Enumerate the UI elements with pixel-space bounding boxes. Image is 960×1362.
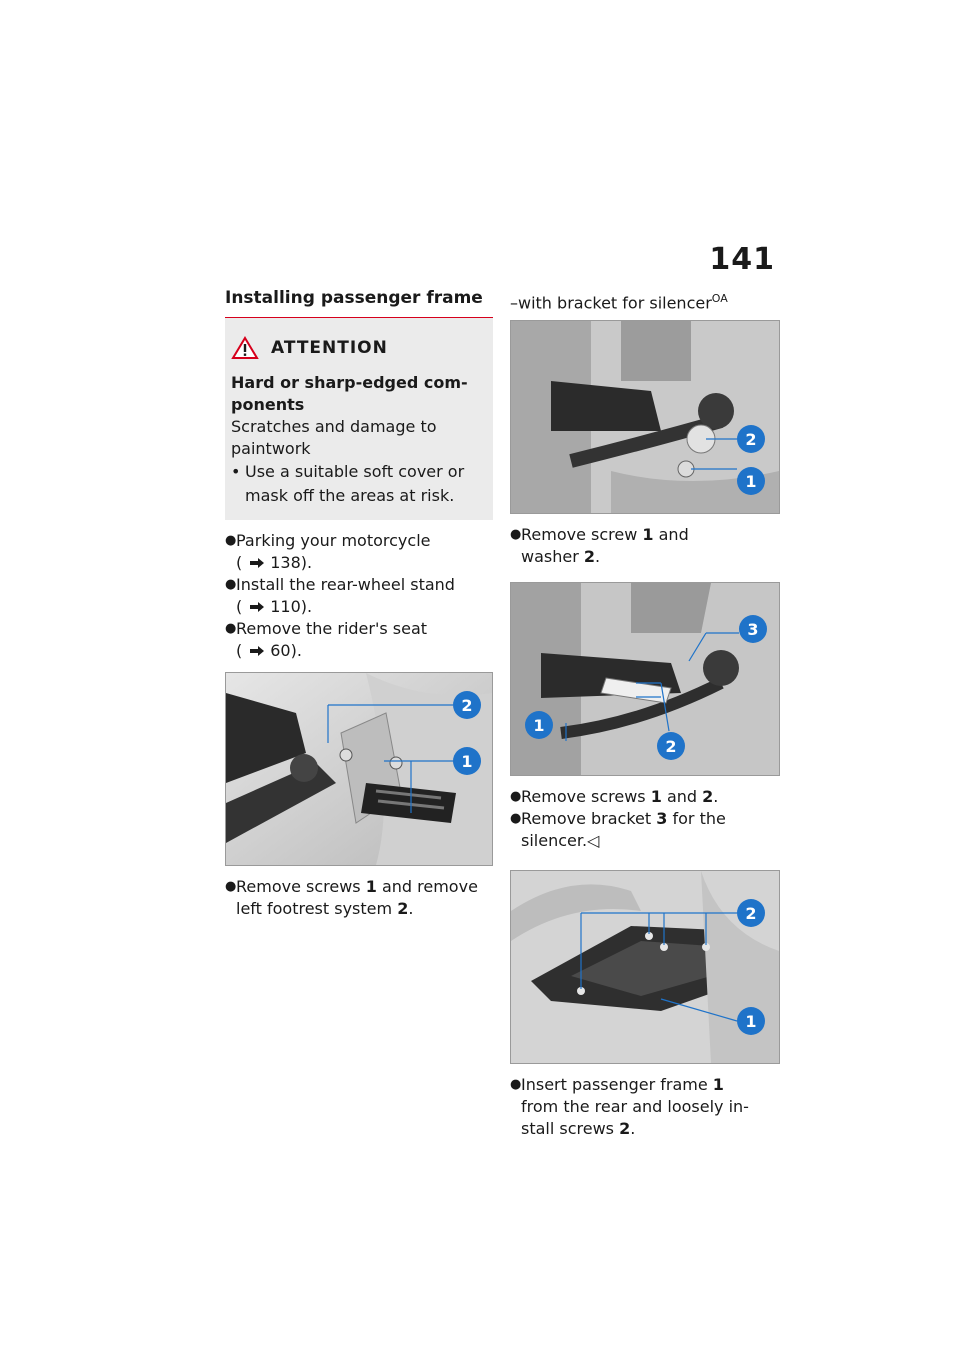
callout-2 [737, 899, 765, 927]
callout-1 [737, 1007, 765, 1035]
step-park: ● Parking your motorcycle ( 138). [225, 531, 431, 572]
ref-number: 1 [650, 787, 662, 807]
text: washer [521, 547, 584, 567]
ref-number: 3 [656, 809, 668, 829]
callout-1 [525, 711, 553, 739]
right-steps-a [510, 524, 780, 568]
svg-text:3: 3 [747, 620, 759, 640]
step-remove-footrest: ● Remove screws 1 and remove left footrest system 2. [225, 877, 478, 918]
text: Insert passenger frame [521, 1075, 713, 1095]
attention-title: ATTENTION [271, 338, 388, 358]
page-reference-arrow-icon [248, 558, 264, 568]
page-reference-arrow-icon [248, 646, 264, 656]
callout-2 [737, 425, 765, 453]
bracket-photo [510, 582, 780, 776]
callout-2 [453, 691, 481, 719]
step-remove-screw-washer: ● Remove screw 1 and washer 2. [510, 525, 689, 567]
footrest-photo [225, 672, 493, 866]
variant-label [510, 288, 780, 314]
optional-accessory-mark: OA [711, 292, 728, 305]
screw-washer-photo [510, 320, 780, 514]
text: . [408, 899, 414, 918]
text: from the rear and loosely in- [521, 1097, 749, 1117]
svg-text:2: 2 [461, 696, 473, 715]
attention-subtitle-2: ponents [231, 395, 305, 414]
text: Remove bracket [521, 809, 657, 829]
text: and [661, 787, 703, 807]
page-number: 141 [709, 242, 775, 277]
page-reference-arrow-icon [248, 602, 264, 612]
text: silencer.◁ [521, 831, 600, 851]
text: Remove screw [521, 525, 643, 545]
ref-number: 2 [397, 899, 409, 918]
svg-text:2: 2 [665, 737, 677, 757]
attention-bullet-line-1: Use a suitable soft cover or [245, 462, 465, 481]
svg-text:1: 1 [745, 1012, 757, 1032]
text: Remove screws [521, 787, 651, 807]
ref-number: 1 [712, 1075, 724, 1095]
footrest-steps [225, 876, 493, 920]
section-heading: Installing passenger frame [225, 288, 493, 318]
step-stand-text: Install the rear-wheel stand [236, 575, 455, 594]
ref-number: 2 [702, 787, 714, 807]
step-remove-bracket: ● Remove bracket 3 for the silencer.◁ [510, 809, 726, 851]
warning-triangle-icon [231, 336, 259, 360]
ref-number: 1 [365, 877, 377, 896]
text: and [653, 525, 689, 545]
prep-steps [225, 530, 493, 662]
left-column [225, 288, 493, 920]
ref-number: 2 [583, 547, 596, 567]
text: . [713, 787, 719, 807]
attention-text-2: paintwork [231, 439, 311, 458]
attention-subtitle-1: Hard or sharp-edged com- [231, 373, 468, 392]
attention-bullet-line-2: mask off the areas at risk. [245, 486, 455, 505]
svg-text:1: 1 [533, 716, 545, 736]
ref-number: 2 [619, 1119, 631, 1139]
text: . [595, 547, 601, 567]
text: Remove screws [236, 877, 366, 896]
passenger-frame-photo [510, 870, 780, 1064]
step-park-ref[interactable]: 138). [270, 553, 313, 572]
text: left footrest system [236, 899, 398, 918]
variant-text: –with bracket for silencer [510, 293, 712, 313]
step-insert-frame: ● Insert passenger frame 1 from the rear and loosely in- stall screws 2. [510, 1075, 749, 1139]
step-stand: ● Install the rear-wheel stand ( 110). [225, 575, 455, 616]
svg-text:1: 1 [745, 472, 757, 492]
callout-1 [453, 747, 481, 775]
attention-bullet: • Use a suitable soft cover or mask off the areas at risk. [231, 462, 465, 505]
right-column [510, 288, 780, 1140]
right-steps-d [510, 1074, 780, 1140]
svg-text:2: 2 [745, 904, 757, 924]
step-seat-text: Remove the rider's seat [236, 619, 428, 638]
step-seat: ● Remove the rider's seat ( 60). [225, 619, 428, 660]
callout-2 [657, 732, 685, 760]
step-seat-ref[interactable]: 60). [270, 641, 302, 660]
text: stall screws [521, 1119, 620, 1139]
step-park-text: Parking your motorcycle [236, 531, 431, 550]
text: for the [667, 809, 726, 829]
step-stand-ref[interactable]: 110). [270, 597, 313, 616]
attention-box [225, 318, 493, 520]
callout-1 [737, 467, 765, 495]
ref-number: 1 [642, 525, 654, 545]
attention-text-1: Scratches and damage to [231, 417, 437, 436]
svg-text:2: 2 [745, 430, 757, 450]
right-steps-b [510, 786, 780, 852]
attention-header [231, 336, 481, 360]
callout-3 [739, 615, 767, 643]
text: and remove [376, 877, 478, 896]
svg-text:1: 1 [461, 752, 473, 771]
text: . [630, 1119, 636, 1139]
step-remove-screws: ● Remove screws 1 and 2. [510, 787, 719, 807]
